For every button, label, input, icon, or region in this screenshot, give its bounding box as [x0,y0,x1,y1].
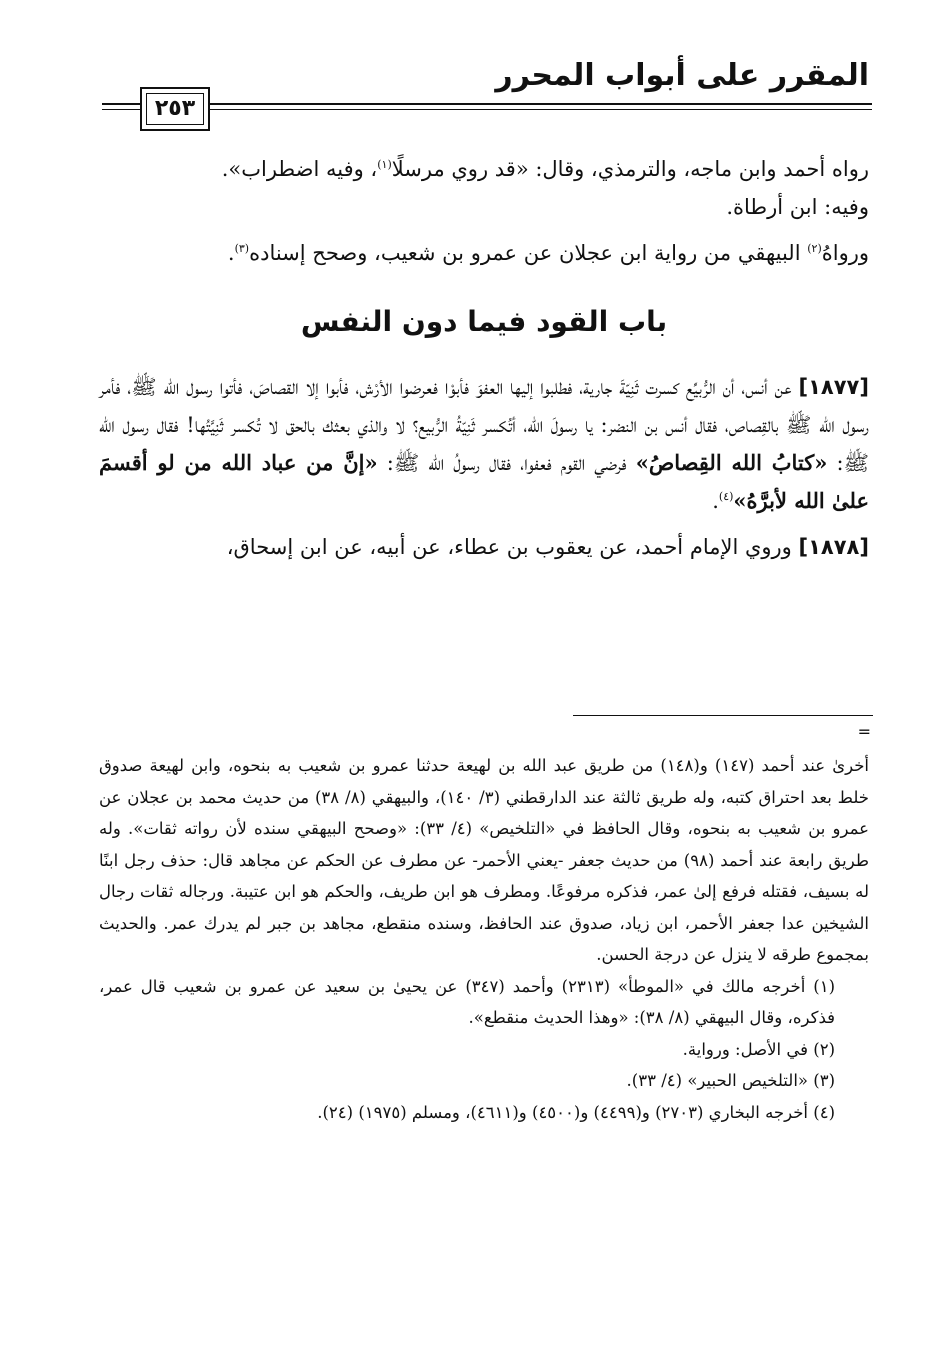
hadith-end: . [712,489,719,513]
paragraph-text-tail: ، وفيه اضطراب». [221,157,378,181]
hadith-number: [١٨٧٨] [798,535,869,559]
footnote-continuation-mark: = [857,722,871,741]
header-rule-thin [102,109,872,110]
header-rule-thick [102,103,872,105]
hadith-text: عن أنس، أن الرُّبيِّع كسرت ثَنِيّةَ جارية، فطلبوا إليها العفوَ فأبوْا فعرضوا الأرْش، فأبوا إلا القصاصَ، فأتوا رسول الله ﷺ، فأمر رسول الله ﷺ بالقِصاص، فقال أنس بن النضر: يا رسولَ الله، أتُكسر ثَنِيّةُ الرُّبيع؟ لا والذي بعثك بالحق لا تُكسر ثَنِيَّتُها! فقال رسول الله ﷺ: [99,375,869,475]
footnote-ref-4: (٤) [718,490,734,503]
hadith-text-mid: فرضي القوم فعفوا، فقال رسولُ الله ﷺ: [377,451,636,475]
paragraph-narration [99,150,869,188]
paragraph-text-mid: البيهقي من رواية ابن عجلان عن عمرو بن شعيب، وصحح إسناده [249,241,808,265]
running-title: المقرر على أبواب المحرر [495,58,869,93]
footnote-2: (٢) في الأصل: ورواية. [682,1039,835,1059]
footnote-4: (٤) أخرجه البخاري (٢٧٠٣) و(٤٤٩٩) و(٤٥٠٠) و(٤٦١١)، ومسلم (١٩٧٥) (٢٤). [317,1102,835,1122]
footnote-continuation: أخرىٰ عند أحمد (١٤٧) و(١٤٨) من طريق عبد الله بن لهيعة حدثنا عمرو بن شعيب به بنحوه، وابن لهيعة صدوق خلط بعد احتراق كتبه، وله طريق ثالثة عند الدارقطني (٣/ ١٤٠)، والبيهقي (٨/ ٣٨) من حديث محمد بن عجلان عن عمرو بن شعيب به بنحوه، وقال الحافظ في «التلخيص» (٤/ ٣٣): «وصحح البيهقي سنده لأن رواته ثقات». وله طريق رابعة عند أحمد (٩٨) من حديث جعفر -يعني الأحمر- عن مطرف عن الحكم عن مجاهد قال: حذف رجل ابنًا له بسيف، فقتله فرفع إلىٰ عمر، فذكره مرفوعًا. ومطرف هو ابن طريف، والحكم هو ابن عتيبة. ورجاله ثقات رجال الشيخين عدا جعفر الأحمر، ابن زياد، صدوق عند الحافظ، وسنده منقطع، مجاهد بن جبر لم يدرك عمر. والحديث بمجموع طرقه لا ينزل عن درجة الحسن. [99,756,870,964]
footnote-ref-2: (٢) [807,242,822,255]
footnote-ref-1: (١) [377,158,392,171]
hadith-number: [١٨٧٧] [798,375,869,399]
main-text [99,150,869,566]
footnote-divider [573,715,873,716]
prophetic-quote: «كتابُ الله القِصاصُ» [635,450,828,475]
paragraph-text: ورواهُ [821,241,869,265]
paragraph-note: وفيه: ابن أرطاة. [726,195,869,219]
footnotes [99,750,869,1128]
hadith-text: وروي الإمام أحمد، عن يعقوب بن عطاء، عن أبيه، عن ابن إسحاق، [226,535,799,559]
paragraph-text: رواه أحمد وابن ماجه، والترمذي، وقال: «قد روي مرسلًا [391,157,869,181]
paragraph-bayhaqi [99,234,869,272]
hadith-1878 [99,528,869,566]
prophetic-quote: «إنَّ من عباد الله من لو أقسمَ علىٰ الله لأبرَّهُ» [99,450,869,513]
footnote-3: (٣) «التلخيص الحبير» (٤/ ٣٣). [626,1071,835,1090]
page-number: ٢٥٣ [140,87,210,131]
hadith-1877 [99,368,869,520]
chapter-heading: باب القود فيما دون النفس [300,305,668,338]
footnote-ref-3: (٣) [234,242,250,255]
paragraph-end: . [227,241,235,265]
footnote-1: (١) أخرجه مالك في «الموطأ» (٢٣١٣) وأحمد (٣٤٧) عن يحيىٰ بن سعيد عن عمرو بن شعيب قال عمر، فذكره، وقال البيهقي (٨/ ٣٨): «وهذا الحديث منقطع». [99,976,835,1027]
